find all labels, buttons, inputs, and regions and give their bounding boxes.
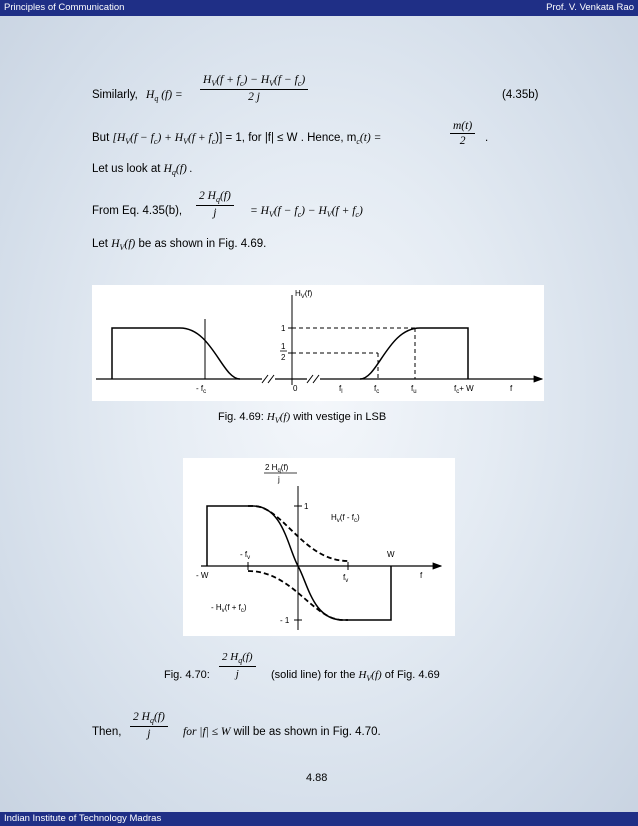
line2-fraction: $\frac{m(t)}{2}$ [450, 120, 475, 147]
fig69-break-2a [307, 375, 313, 383]
figure-4-70-plot [183, 458, 455, 636]
fig69-fc: $f_c$ [374, 384, 380, 395]
fig69-fu: $f_u$ [411, 384, 417, 395]
eq1-fraction: $\frac{H_V(f + f_c) - H_V(f - f_c)}{2 j}$ [200, 74, 308, 103]
fig70-ylabel-den: j [278, 475, 280, 484]
fig69-tick-half-num: 1 [281, 342, 286, 351]
fig69-break-2b [313, 375, 319, 383]
eq1-number: (4.35b) [502, 89, 539, 101]
fig70-ylabel-num: 2 $H_q(f)$ [265, 463, 289, 474]
line4-fraction: $\frac{2 H_q(f)}{j}$ [196, 190, 234, 219]
line3-text: Let us look at $H_q(f)$ . [92, 163, 193, 177]
fig69-tick-one-label: 1 [281, 324, 286, 333]
header-course-title: Principles of Communication [4, 2, 125, 13]
line4-rhs: = $H_V(f - f_c) - H_V(f + f_c)$ [250, 205, 363, 219]
fig69-break-1b [268, 375, 274, 383]
fig69-fl: $f_l$ [339, 384, 343, 395]
header-author: Prof. V. Venkata Rao [546, 2, 634, 13]
fig69-fc-plus-w: $f_c+ W$ [454, 384, 474, 395]
fig70-caption-fraction: $\frac{2 H_q(f)}{j}$ [219, 651, 256, 680]
line2-end: . [485, 132, 489, 144]
line6-fraction: $\frac{2 H_q(f)}{j}$ [130, 711, 168, 740]
fig69-f-axis-label: f [510, 384, 513, 393]
fig70-fv: $f_v$ [343, 573, 349, 584]
footer-institution: Indian Institute of Technology Madras [4, 813, 162, 824]
fig69-ylabel: $H_V(f)$ [295, 289, 313, 300]
fig70-neg-hv-label: - $H_v(f + f_c)$ [211, 603, 247, 614]
fig70-neg-fv: - $f_v$ [240, 550, 251, 561]
footer-bar [0, 812, 638, 826]
fig69-neg-fc: - $f_c$ [196, 384, 207, 395]
fig70-neg-w: - W [196, 571, 209, 580]
fig70-tick-neg-one-label: - 1 [280, 616, 290, 625]
fig69-break-1a [262, 375, 268, 383]
figure-4-69 [92, 285, 544, 401]
eq1-lhs: $H_q$ (f) = [146, 89, 183, 103]
fig70-tick-one-label: 1 [304, 502, 309, 511]
line6-lead: Then, [92, 726, 122, 738]
header-bar [0, 0, 638, 16]
page-number: 4.88 [306, 772, 328, 784]
line4-lead: From Eq. 4.35(b), [92, 205, 183, 217]
fig69-origin: 0 [293, 384, 298, 393]
eq1-lead: Similarly, [92, 89, 138, 101]
figure-4-70 [183, 458, 455, 636]
fig69-tick-half-den: 2 [281, 353, 286, 362]
fig70-caption-lead: Fig. 4.70: [164, 669, 210, 681]
fig70-f-axis-label: f [420, 571, 423, 580]
line2-text: But $[H_V(f - f_c) + H_V(f + f_c)] = 1$, for |f| ≤ W . Hence, $m_c(t)$ = [92, 132, 382, 146]
fig70-hv-label: $H_v(f - f_c)$ [331, 513, 360, 524]
line6-rest: for |f| ≤ W will be as shown in Fig. 4.70. [183, 726, 381, 738]
fig69-negative-spectrum [112, 328, 240, 379]
fig70-caption-rest: (solid line) for the $H_V(f)$ of Fig. 4.69 [271, 669, 440, 683]
figure-4-69-plot [92, 285, 544, 401]
fig70-w: W [387, 550, 395, 559]
fig69-caption: Fig. 4.69: $H_V(f)$ with vestige in LSB [218, 411, 387, 425]
line5-text: Let $H_V(f)$ be as shown in Fig. 4.69. [92, 238, 267, 252]
